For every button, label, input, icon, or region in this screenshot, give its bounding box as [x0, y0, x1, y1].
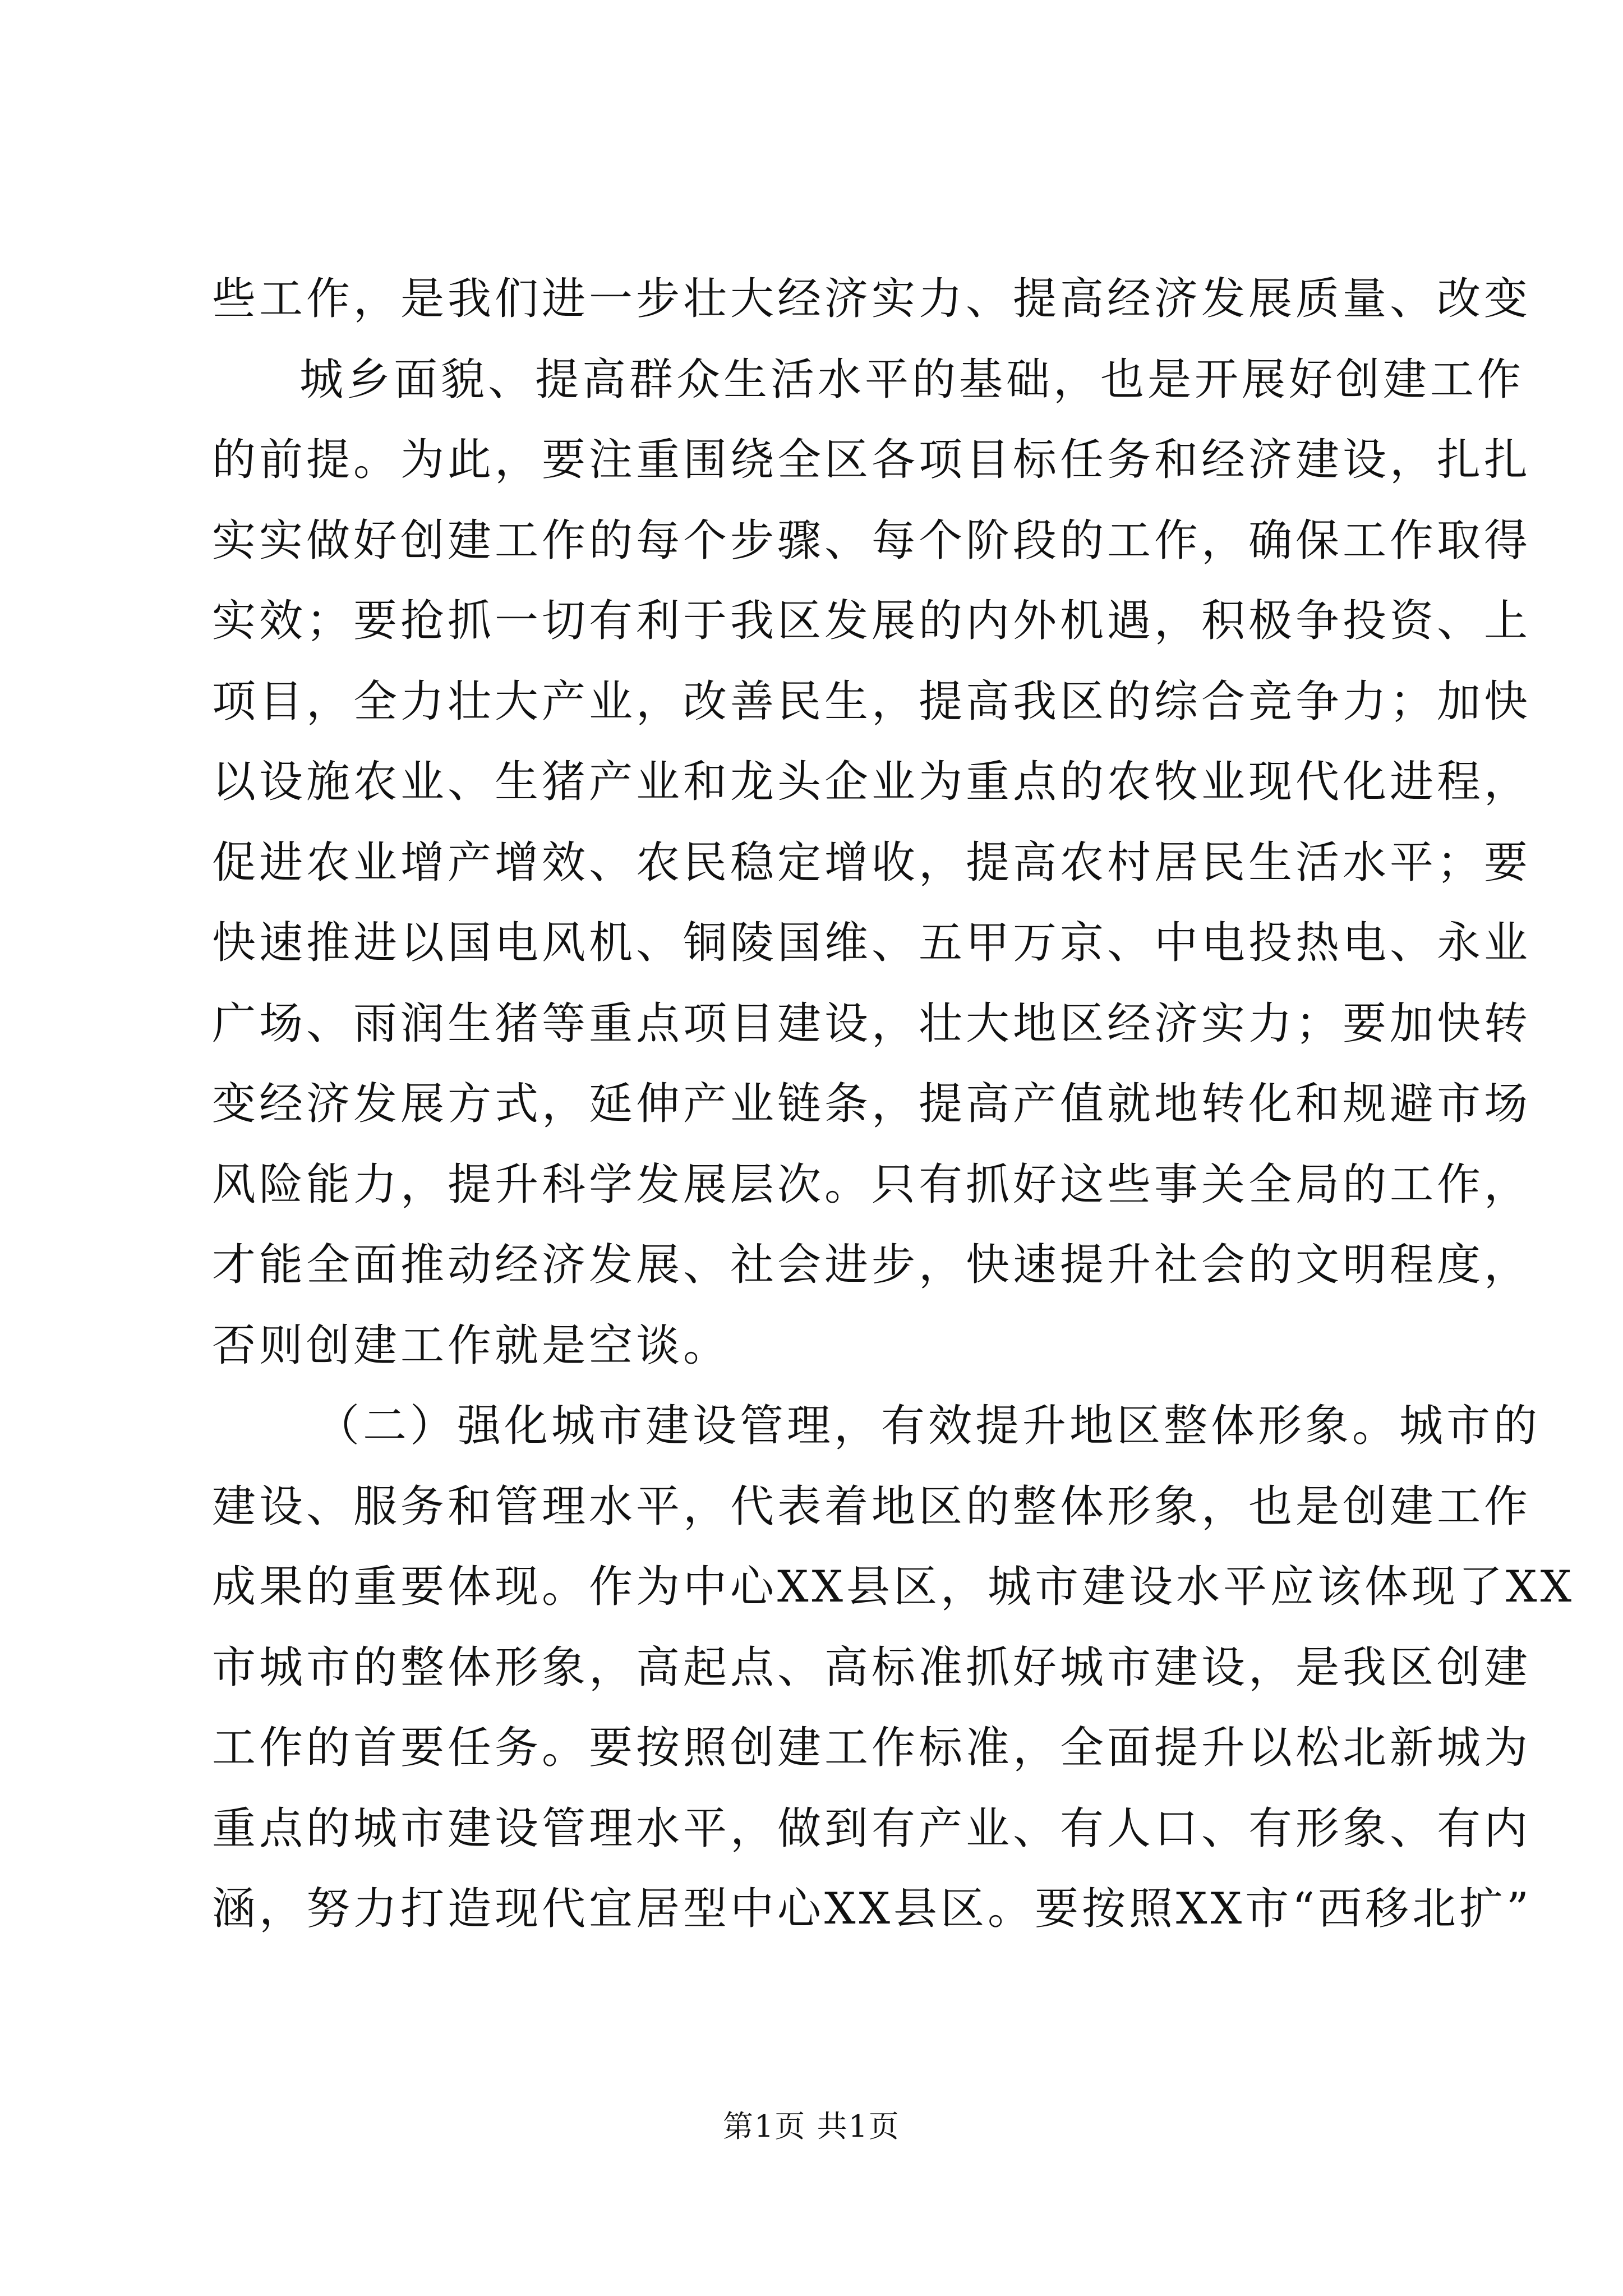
text-line: 的前提。为此，要注重围绕全区各项目标任务和经济建设，扎扎 — [212, 435, 1532, 485]
text-line: 项目，全力壮大产业，改善民生，提高我区的综合竞争力；加快 — [212, 676, 1532, 727]
section-heading-line: （二）强化城市建设管理，有效提升地区整体形象。城市的 — [316, 1401, 1541, 1451]
text-line: 成果的重要体现。作为中心XX县区，城市建设水平应该体现了XX — [212, 1562, 1575, 1612]
text-line: 才能全面推动经济发展、社会进步，快速提升社会的文明程度， — [212, 1240, 1532, 1290]
text-line: 风险能力，提升科学发展层次。只有抓好这些事关全局的工作， — [212, 1159, 1532, 1210]
text-line: 城乡面貌、提高群众生活水平的基础，也是开展好创建工作 — [299, 354, 1525, 405]
text-line: 广场、雨润生猪等重点项目建设，壮大地区经济实力；要加快转 — [212, 998, 1532, 1049]
text-line: 变经济发展方式，延伸产业链条，提高产值就地转化和规避市场 — [212, 1079, 1532, 1129]
text-line: 重点的城市建设管理水平，做到有产业、有人口、有形象、有内 — [212, 1803, 1532, 1854]
text-line: 否则创建工作就是空谈。 — [212, 1320, 731, 1371]
text-line: 促进农业增产增效、农民稳定增收，提高农村居民生活水平；要 — [212, 837, 1532, 888]
text-line: 涵，努力打造现代宜居型中心XX县区。要按照XX市“西移北扩” — [212, 1884, 1532, 1934]
text-line: 快速推进以国电风机、铜陵国维、五甲万京、中电投热电、永业 — [212, 918, 1532, 968]
text-line: 建设、服务和管理水平，代表着地区的整体形象，也是创建工作 — [212, 1481, 1532, 1532]
text-line: 实实做好创建工作的每个步骤、每个阶段的工作，确保工作取得 — [212, 515, 1532, 566]
page-number-footer: 第1页 共1页 — [723, 2109, 900, 2144]
body-text — [212, 259, 1575, 1950]
text-line: 市城市的整体形象，高起点、高标准抓好城市建设，是我区创建 — [212, 1642, 1532, 1693]
text-line: 实效；要抢抓一切有利于我区发展的内外机遇，积极争投资、上 — [212, 596, 1532, 646]
text-line: 以设施农业、生猪产业和龙头企业为重点的农牧业现代化进程， — [212, 757, 1532, 807]
text-line: 些工作，是我们进一步壮大经济实力、提高经济发展质量、改变 — [212, 274, 1532, 324]
text-line: 工作的首要任务。要按照创建工作标准，全面提升以松北新城为 — [212, 1723, 1532, 1773]
